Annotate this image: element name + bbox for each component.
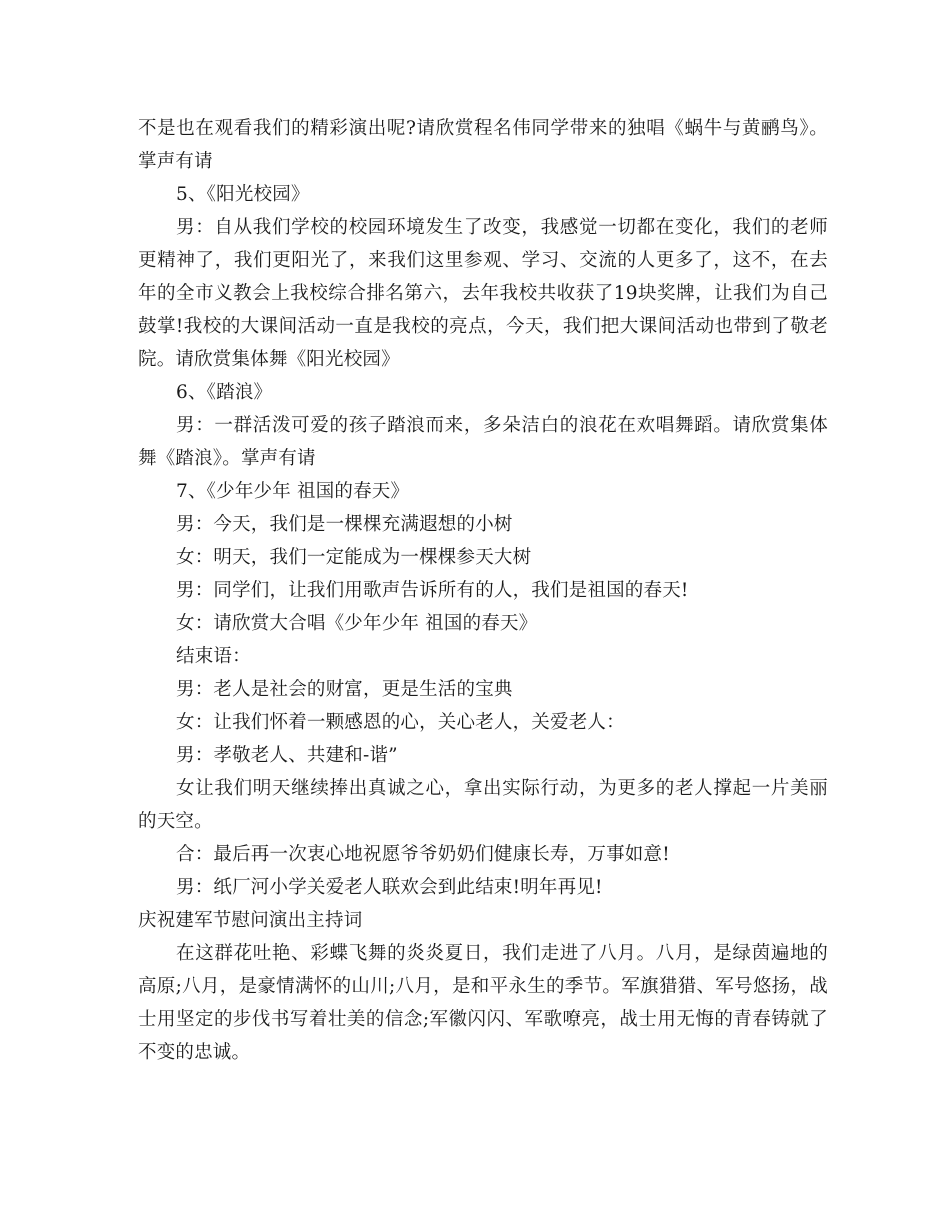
dialogue-line: 男：老人是社会的财富，更是生活的宝典 bbox=[176, 679, 513, 700]
closing-remarks-label: 结束语： bbox=[176, 646, 251, 667]
document-body bbox=[138, 112, 828, 1069]
paragraph: 男：自从我们学校的校园环境发生了改变，我感觉一切都在变化，我们的老师更精神了，我们更阳光了，来我们这里参观、学习、交流的人更多了，这不，在去年的全市义教会上我校综合排名第六，去年我校共收获了19块奖牌，让我们为自己鼓掌!我校的大课间活动一直是我校的亮点，今天，我们把大课间活动也带到了敬老院。请欣赏集体舞《阳光校园》 bbox=[138, 217, 828, 370]
program-item-5-heading: 5、《阳光校园》 bbox=[176, 184, 310, 205]
dialogue-line: 女让我们明天继续捧出真诚之心，拿出实际行动，为更多的老人撑起一片美丽的天空。 bbox=[138, 778, 828, 832]
program-item-6-heading: 6、《踏浪》 bbox=[176, 382, 273, 403]
dialogue-line: 男：今天，我们是一棵棵充满遐想的小树 bbox=[176, 514, 513, 535]
dialogue-line: 男：孝敬老人、共建和-谐” bbox=[176, 745, 398, 766]
paragraph-continuation: 不是也在观看我们的精彩演出呢?请欣赏程名伟同学带来的独唱《蜗牛与黄鹂鸟》。掌声有请 bbox=[138, 118, 828, 172]
paragraph: 男：一群活泼可爱的孩子踏浪而来，多朵洁白的浪花在欢唱舞蹈。请欣赏集体舞《踏浪》。掌声有请 bbox=[138, 415, 828, 469]
dialogue-line: 女：请欣赏大合唱《少年少年 祖国的春天》 bbox=[176, 613, 538, 634]
dialogue-line: 女：明天，我们一定能成为一棵棵参天大树 bbox=[176, 547, 532, 568]
section-title: 庆祝建军节慰问演出主持词 bbox=[138, 910, 363, 931]
paragraph: 在这群花吐艳、彩蝶飞舞的炎炎夏日，我们走进了八月。八月，是绿茵遍地的高原;八月，是豪情满怀的山川;八月，是和平永生的季节。军旗猎猎、军号悠扬，战士用坚定的步伐书写着壮美的信念;军徽闪闪、军歌嘹亮，战士用无悔的青春铸就了不变的忠诚。 bbox=[138, 943, 828, 1063]
dialogue-line: 合：最后再一次衷心地祝愿爷爷奶奶们健康长寿，万事如意! bbox=[176, 844, 670, 865]
program-item-7-heading: 7、《少年少年 祖国的春天》 bbox=[176, 481, 410, 502]
dialogue-line: 男：同学们，让我们用歌声告诉所有的人，我们是祖国的春天! bbox=[176, 580, 689, 601]
dialogue-line: 女：让我们怀着一颗感恩的心，关心老人，关爱老人： bbox=[176, 712, 625, 733]
dialogue-line: 男：纸厂河小学关爱老人联欢会到此结束!明年再见! bbox=[176, 877, 603, 898]
